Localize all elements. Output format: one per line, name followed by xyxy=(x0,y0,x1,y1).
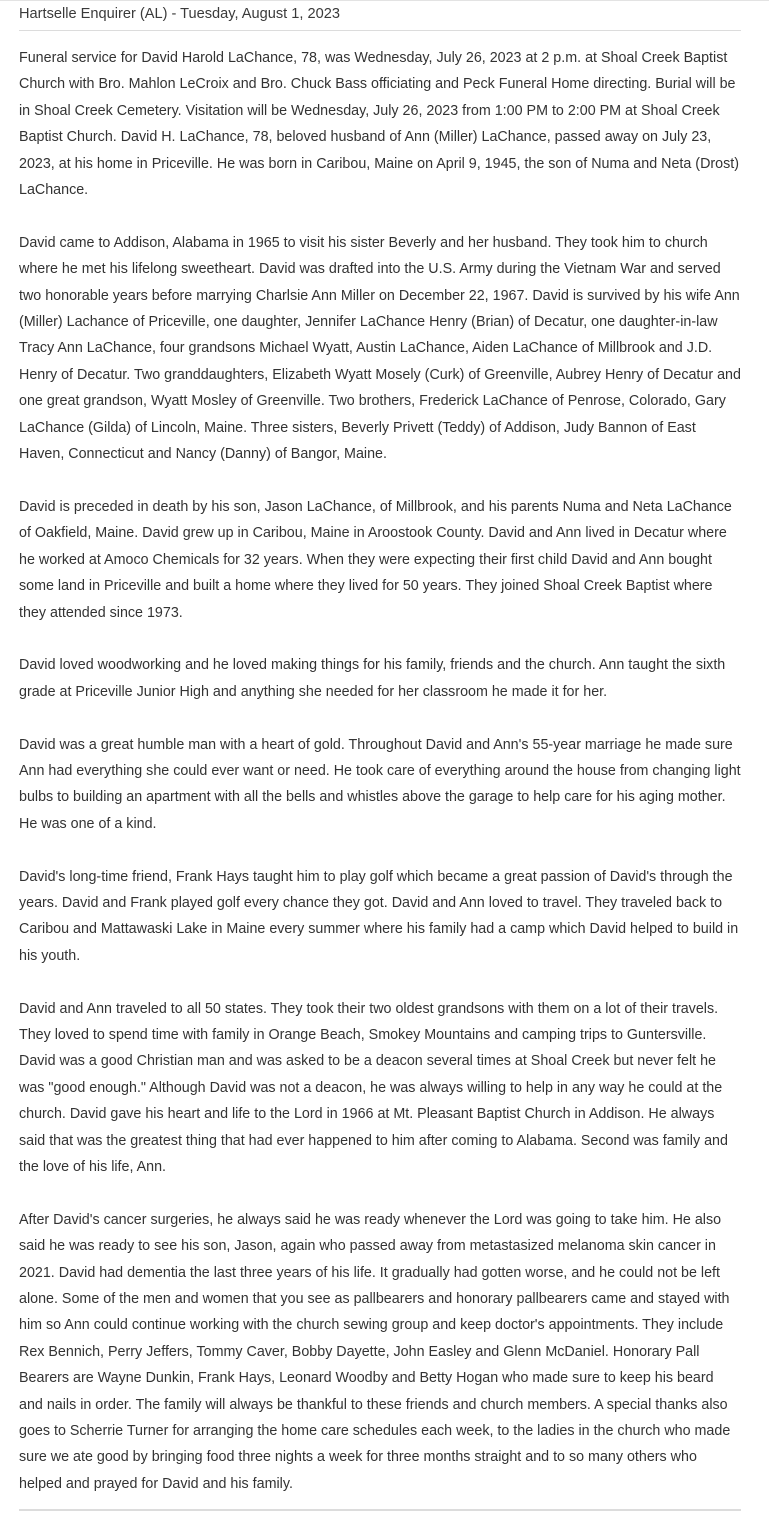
bottom-divider xyxy=(19,1509,741,1511)
obituary-article xyxy=(19,45,741,1497)
article-paragraph: David came to Addison, Alabama in 1965 to visit his sister Beverly and her husband. They took him to church where he met his lifelong sweetheart. David was drafted into the U.S. Army during the Vietnam War and served two honorable years before marrying Charlsie Ann Miller on December 22, 1967. David is survived by his wife Ann (Miller) Lachance of Priceville, one daughter, Jennifer LaChance Henry (Brian) of Decatur, one daughter-in-law Tracy Ann LaChance, four grandsons Michael Wyatt, Austin LaChance, Aiden LaChance of Millbrook and J.D. Henry of Decatur. Two granddaughters, Elizabeth Wyatt Mosely (Curk) of Greenville, Aubrey Henry of Decatur and one great grandson, Wyatt Mosley of Greenville. Two brothers, Frederick LaChance of Penrose, Colorado, Gary LaChance (Gilda) of Lincoln, Maine. Three sisters, Beverly Privett (Teddy) of Addison, Judy Bannon of East Haven, Connecticut and Nancy (Danny) of Bangor, Maine. xyxy=(19,234,741,463)
article-paragraph: David loved woodworking and he loved making things for his family, friends and the church. Ann taught the sixth grade at Priceville Junior High and anything she needed for her classroom he made it for her. xyxy=(19,657,726,700)
article-paragraph: After David's cancer surgeries, he always said he was ready whenever the Lord was going to take him. He also said he was ready to see his son, Jason, again who passed away from metastasized melanoma skin cancer in 2021. David had dementia the last three years of his life. It gradually had gotten worse, and he could not be left alone. Some of the men and women that you see as pallbearers and honorary pallbearers came and stayed with him so Ann could continue working with the church sewing group and keep doctor's appointments. They include Rex Bennich, Perry Jeffers, Tommy Caver, Bobby Dayette, John Easley and Glenn McDaniel. Honorary Pall Bearers are Wayne Dunkin, Frank Hays, Leonard Woodby and Betty Hogan who made sure to keep his beard and nails in order. The family will always be thankful to these friends and church members. A special thanks also goes to Scherrie Turner for arranging the home care schedules each week, to the ladies in the church who made sure we ate good by bringing food three nights a week for three months straight and to so many others who helped and prayed for David and his family. xyxy=(19,1211,731,1492)
article-paragraph: David's long-time friend, Frank Hays taught him to play golf which became a great passion of David's through the years. David and Frank played golf every chance they got. David and Ann loved to travel. They traveled back to Caribou and Mattawaski Lake in Maine every summer where his family had a camp which David helped to build in his youth. xyxy=(19,868,739,964)
article-paragraph: Funeral service for David Harold LaChance, 78, was Wednesday, July 26, 2023 at 2 p.m. at Shoal Creek Baptist Church with Bro. Mahlon LeCroix and Bro. Chuck Bass officiating and Peck Funeral Home directing. Burial will be in Shoal Creek Cemetery. Visitation will be Wednesday, July 26, 2023 from 1:00 PM to 2:00 PM at Shoal Creek Baptist Church. David H. LaChance, 78, beloved husband of Ann (Miller) LaChance, passed away on July 23, 2023, at his home in Priceville. He was born in Caribou, Maine on April 9, 1945, the son of Numa and Neta (Drost) LaChance. xyxy=(19,50,739,199)
article-paragraph: David is preceded in death by his son, Jason LaChance, of Millbrook, and his parents Numa and Neta LaChance of Oakfield, Maine. David grew up in Caribou, Maine in Aroostook County. David and Ann lived in Decatur where he worked at Amoco Chemicals for 32 years. When they were expecting their first child David and Ann bought some land in Priceville and built a home where they lived for 50 years. They joined Shoal Creek Baptist where they attended since 1973. xyxy=(19,498,732,621)
article-paragraph: David was a great humble man with a heart of gold. Throughout David and Ann's 55-year marriage he made sure Ann had everything she could ever want or need. He took care of everything around the house from changing light bulbs to building an apartment with all the bells and whistles above the garage to help care for his aging mother. He was one of a kind. xyxy=(19,736,741,832)
source-dateline: Hartselle Enquirer (AL) - Tuesday, August 1, 2023 xyxy=(19,2,741,31)
article-paragraph: David and Ann traveled to all 50 states. They took their two oldest grandsons with them on a lot of their travels. They loved to spend time with family in Orange Beach, Smokey Mountains and camping trips to Guntersville. David was a good Christian man and was asked to be a deacon several times at Shoal Creek but never felt he was "good enough." Although David was not a deacon, he was always willing to help in any way he could at the church. David gave his heart and life to the Lord in 1966 at Mt. Pleasant Baptist Church in Addison. He always said that was the greatest thing that had ever happened to him after coming to Alabama. Second was family and the love of his life, Ann. xyxy=(19,1000,728,1175)
